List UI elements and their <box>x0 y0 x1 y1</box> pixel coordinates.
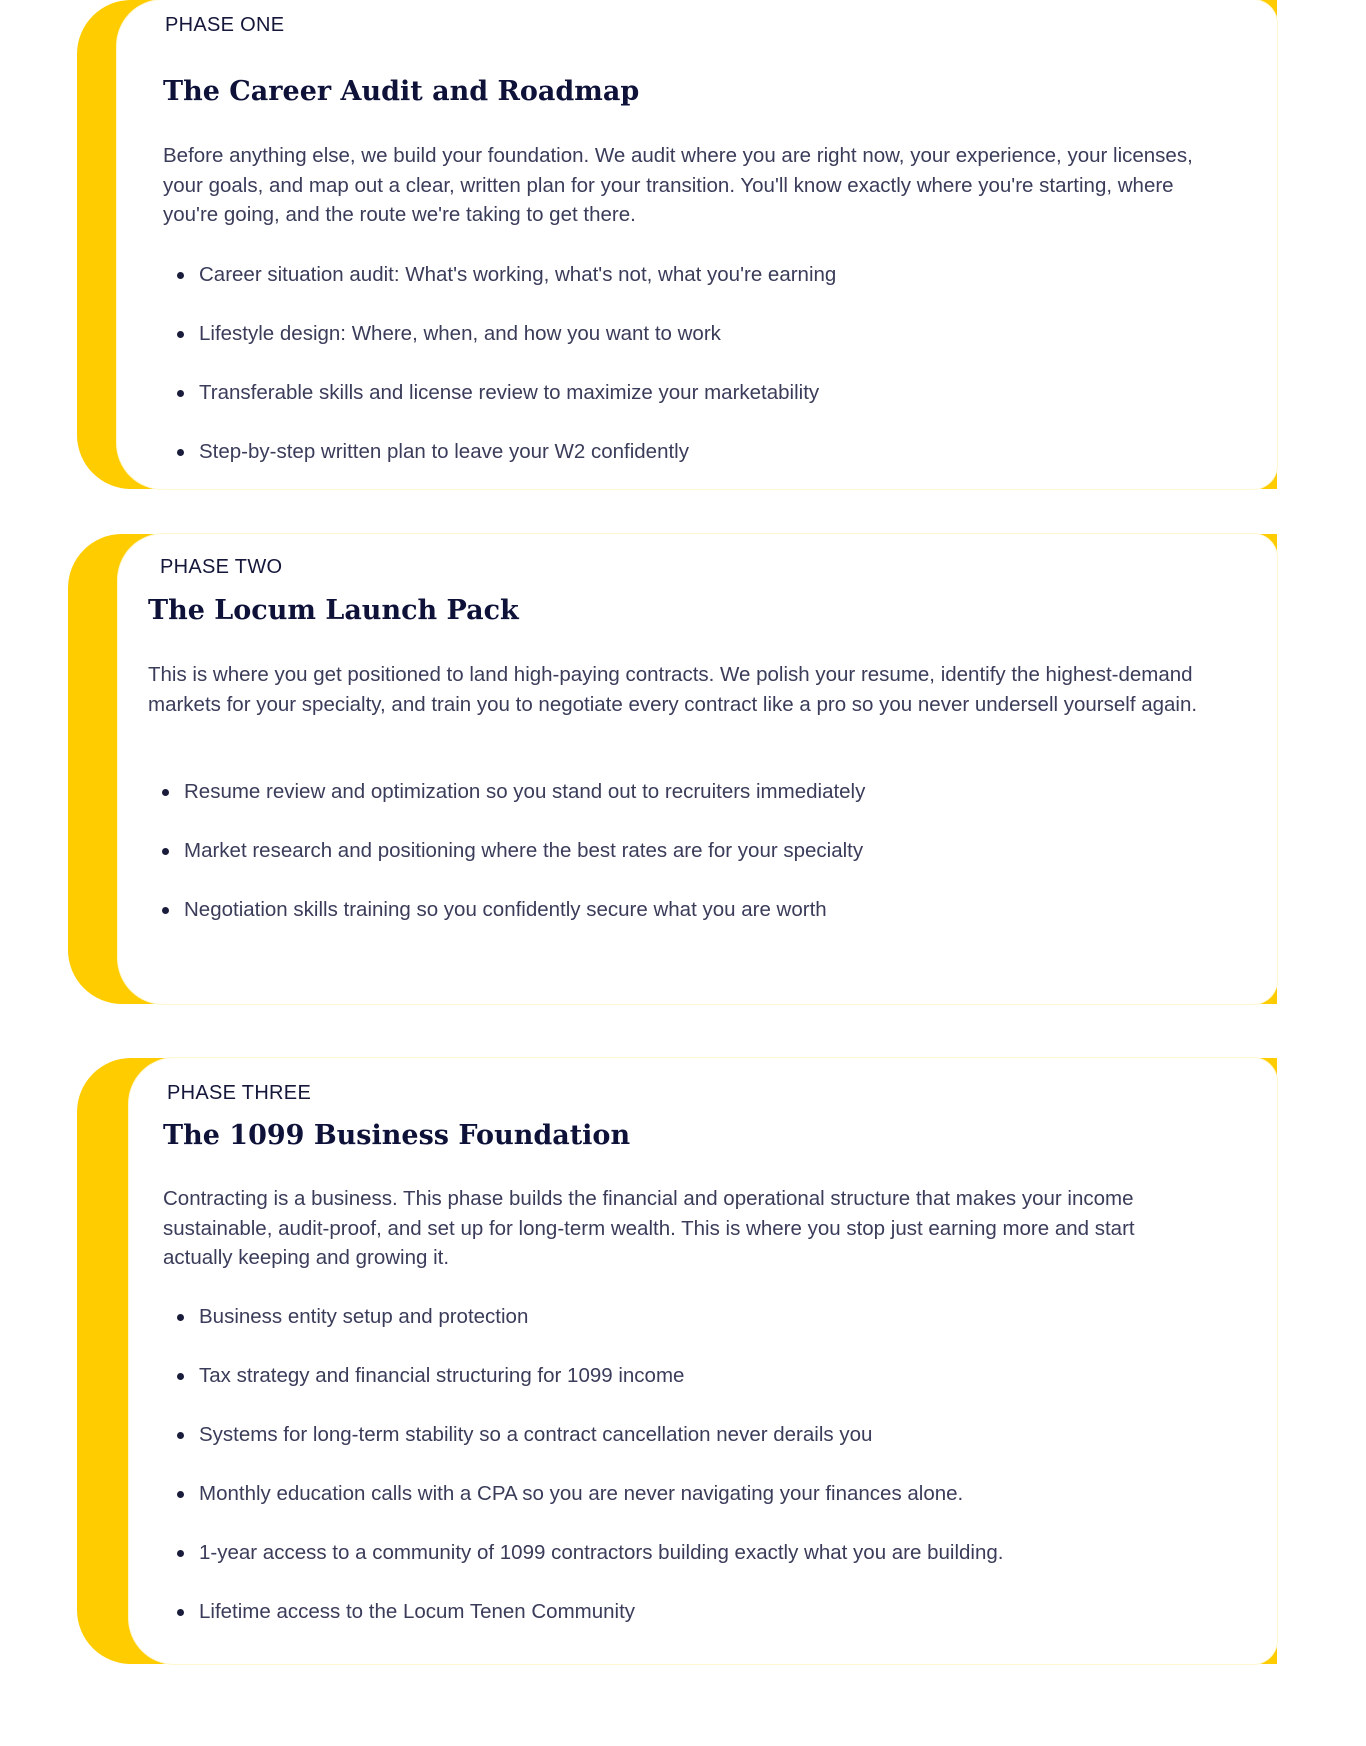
bullet-dot-icon <box>177 1314 184 1321</box>
phase-bullet-list <box>148 777 865 954</box>
bullet-dot-icon <box>177 1550 184 1557</box>
bullet-dot-icon <box>177 1609 184 1616</box>
phase-card-body <box>118 534 1277 1004</box>
list-item <box>148 836 865 895</box>
list-item-text: Resume review and optimization so you stand out to recruiters immediately <box>184 780 866 803</box>
bullet-dot-icon <box>177 331 184 338</box>
bullet-dot-icon <box>177 1373 184 1380</box>
bullet-dot-icon <box>177 1432 184 1439</box>
list-item-text: Lifestyle design: Where, when, and how you want to work <box>199 322 721 345</box>
list-item <box>163 319 836 378</box>
phase-three-card <box>77 1058 1277 1664</box>
list-item-text: Business entity setup and protection <box>199 1305 529 1328</box>
list-item <box>163 1420 1003 1479</box>
list-item <box>163 378 836 437</box>
bullet-dot-icon <box>162 848 169 855</box>
list-item-text: Systems for long-term stability so a contract cancellation never derails you <box>199 1423 873 1446</box>
list-item-text: Lifetime access to the Locum Tenen Community <box>199 1600 636 1623</box>
phase-kicker: PHASE THREE <box>167 1082 312 1104</box>
list-item-text: Step-by-step written plan to leave your W2 confidently <box>199 440 689 463</box>
list-item <box>148 895 865 954</box>
phase-description: Contracting is a business. This phase builds the financial and operational structure that makes your income sustainable, audit-proof, and set up for long-term wealth. This is where you stop just earning more and start actually keeping and growing it. <box>163 1187 1135 1269</box>
phase-description: Before anything else, we build your foundation. We audit where you are right now, your experience, your licenses, your goals, and map out a clear, written plan for your transition. You'll know exactly where you're starting, where you're going, and the route we're taking to get there. <box>163 144 1193 226</box>
list-item <box>163 1538 1003 1597</box>
list-item <box>163 1361 1003 1420</box>
list-item-text: Tax strategy and financial structuring for 1099 income <box>199 1364 685 1387</box>
phase-bullet-list <box>163 260 836 496</box>
bullet-dot-icon <box>162 789 169 796</box>
bullet-dot-icon <box>177 390 184 397</box>
list-item-text: Transferable skills and license review to maximize your marketability <box>199 381 820 404</box>
phase-one-card <box>77 0 1277 489</box>
list-item <box>163 260 836 319</box>
phase-title: The 1099 Business Foundation <box>163 1120 631 1151</box>
list-item-text: Market research and positioning where the best rates are for your specialty <box>184 839 864 862</box>
list-item <box>163 1479 1003 1538</box>
bullet-dot-icon <box>177 272 184 279</box>
phase-card-body <box>117 0 1277 489</box>
bullet-dot-icon <box>177 1491 184 1498</box>
phase-description: This is where you get positioned to land high-paying contracts. We polish your resume, identify the highest-demand markets for your specialty, and train you to negotiate every contract like a pro so you never undersell yourself again. <box>148 663 1198 716</box>
phase-kicker: PHASE ONE <box>165 14 285 36</box>
phase-kicker: PHASE TWO <box>160 556 283 578</box>
bullet-dot-icon <box>162 907 169 914</box>
list-item <box>163 437 836 496</box>
list-item <box>148 777 865 836</box>
phase-title: The Career Audit and Roadmap <box>163 76 640 107</box>
list-item <box>163 1302 1003 1361</box>
phase-bullet-list <box>163 1302 1003 1656</box>
list-item-text: Monthly education calls with a CPA so you are never navigating your finances alone. <box>199 1482 964 1505</box>
bullet-dot-icon <box>177 449 184 456</box>
list-item-text: Negotiation skills training so you confidently secure what you are worth <box>184 898 827 921</box>
phase-title: The Locum Launch Pack <box>148 595 519 626</box>
list-item-text: 1-year access to a community of 1099 contractors building exactly what you are building. <box>199 1541 1004 1564</box>
list-item <box>163 1597 1003 1656</box>
list-item-text: Career situation audit: What's working, what's not, what you're earning <box>199 263 837 286</box>
phase-two-card <box>68 534 1277 1004</box>
phase-card-body <box>129 1058 1277 1664</box>
